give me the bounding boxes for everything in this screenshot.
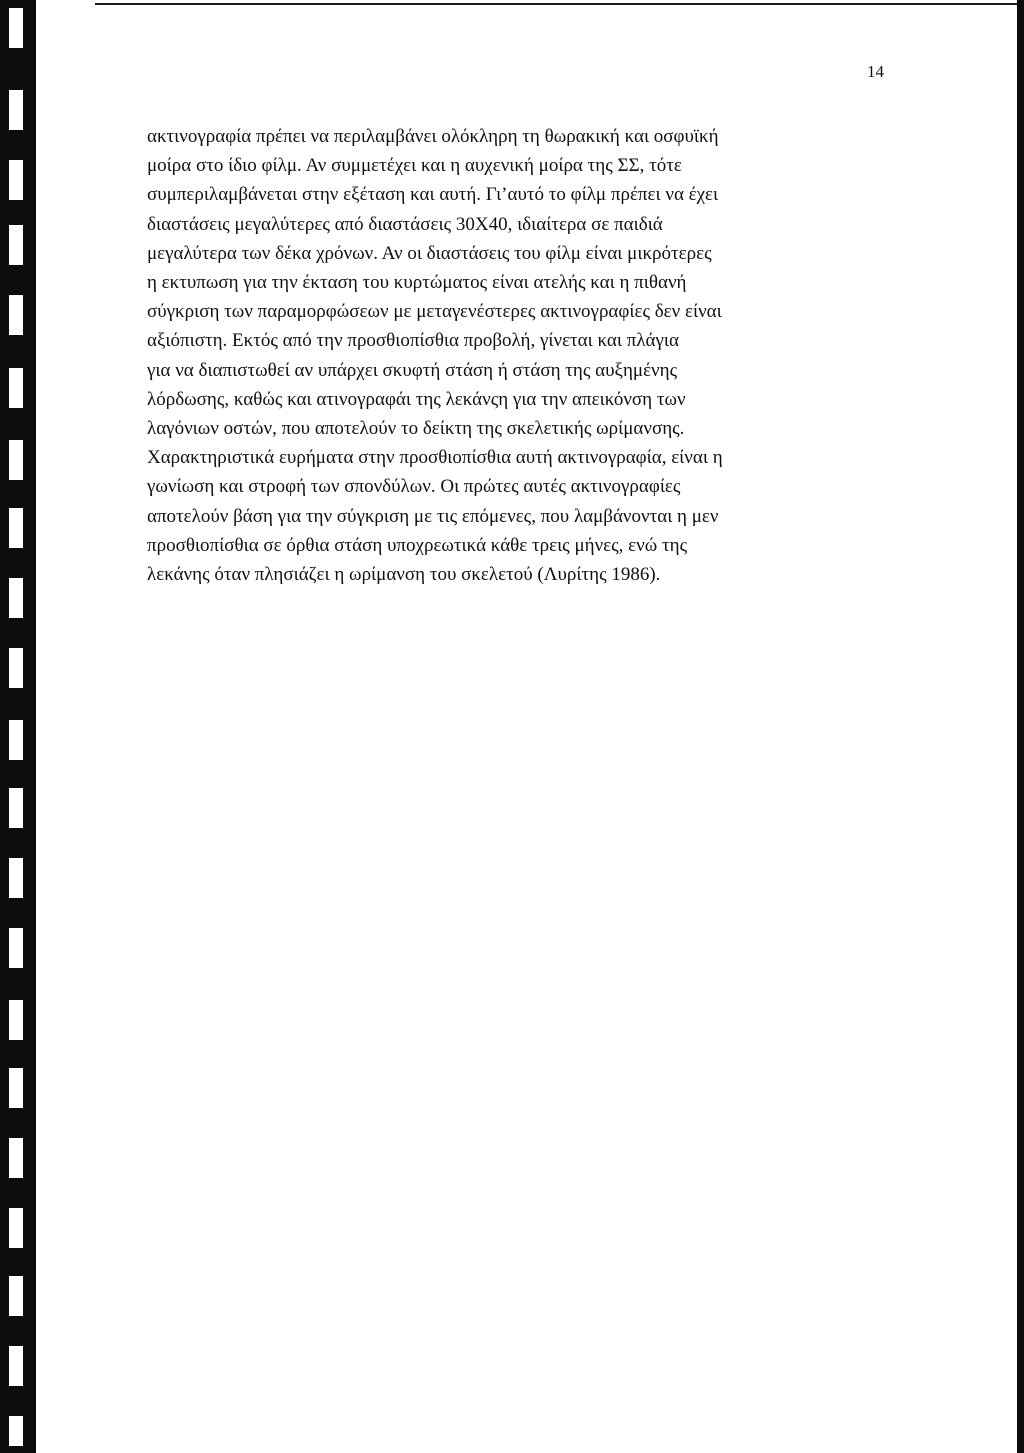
text-line: συμπεριλαμβάνεται στην εξέταση και αυτή. Γι’αυτό το φίλμ πρέπει να έχει	[147, 184, 719, 206]
text-line: Χαρακτηριστικά ευρήματα στην προσθιοπίσθια αυτή ακτινογραφία, είναι η	[147, 447, 723, 469]
text-line: λαγόνιων οστών, που αποτελούν το δείκτη της σκελετικής ωρίμανσης.	[147, 418, 685, 440]
perforation-hole	[9, 1208, 23, 1248]
perforation-hole	[9, 295, 23, 335]
right-scan-edge	[1017, 0, 1024, 1453]
text-line: μοίρα στο ίδιο φίλμ. Αν συμμετέχει και η αυχενική μοίρα της ΣΣ, τότε	[147, 155, 682, 177]
text-line: λόρδωσης, καθώς και ατινογραφάι της λεκάνςη για την απεικόνση των	[147, 388, 686, 410]
perforation-hole	[9, 1346, 23, 1386]
text-line: αξιόπιστη. Εκτός από την προσθιοπίσθια προβολή, γίνεται και πλάγια	[147, 330, 679, 352]
perforation-hole	[9, 648, 23, 688]
text-line: γωνίωση και στροφή των σπονδύλων. Οι πρώτες αυτές ακτινογραφίες	[147, 476, 681, 498]
text-line: σύγκριση των παραμορφώσεων με μεταγενέστερες ακτινογραφίες δεν είναι	[147, 301, 722, 323]
perforation-hole	[9, 858, 23, 898]
perforation-hole	[9, 720, 23, 760]
perforation-hole	[9, 1068, 23, 1108]
perforation-hole	[9, 578, 23, 618]
perforation-hole	[9, 1000, 23, 1040]
perforation-hole	[9, 928, 23, 968]
text-line: μεγαλύτερα των δέκα χρόνων. Αν οι διαστάσεις του φίλμ είναι μικρότερες	[147, 242, 712, 264]
film-perforation-strip	[0, 0, 36, 1453]
top-border-line	[95, 3, 1017, 5]
perforation-hole	[9, 788, 23, 828]
page-number: 14	[867, 62, 884, 81]
perforation-hole	[9, 1416, 23, 1446]
perforation-hole	[9, 8, 23, 48]
perforation-hole	[9, 1138, 23, 1178]
text-line: διαστάσεις μεγαλύτερες από διαστάσεις 30Χ40, ιδιαίτερα σε παιδιά	[147, 213, 663, 235]
perforation-hole	[9, 508, 23, 548]
perforation-hole	[9, 1276, 23, 1316]
perforation-hole	[9, 90, 23, 130]
text-line: για να διαπιστωθεί αν υπάρχει σκυφτή στάση ή στάση της αυξημένης	[147, 359, 678, 381]
text-line: λεκάνης όταν πλησιάζει η ωρίμανση του σκελετού (Λυρίτης 1986).	[147, 564, 661, 586]
text-line: η εκτυπωση για την έκταση του κυρτώματος είναι ατελής και η πιθανή	[147, 272, 687, 294]
perforation-hole	[9, 160, 23, 200]
perforation-hole	[9, 225, 23, 265]
text-line: ακτινογραφία πρέπει να περιλαμβάνει ολόκληρη τη θωρακική και οσφυϊκή	[147, 126, 719, 147]
text-line: προσθιοπίσθια σε όρθια στάση υποχρεωτικά κάθε τρεις μήνες, ενώ της	[147, 534, 688, 556]
perforation-hole	[9, 368, 23, 408]
body-paragraph	[147, 122, 877, 589]
perforation-hole	[9, 440, 23, 480]
text-line: αποτελούν βάση για την σύγκριση με τις επόμενες, που λαμβάνονται η μεν	[147, 505, 719, 527]
